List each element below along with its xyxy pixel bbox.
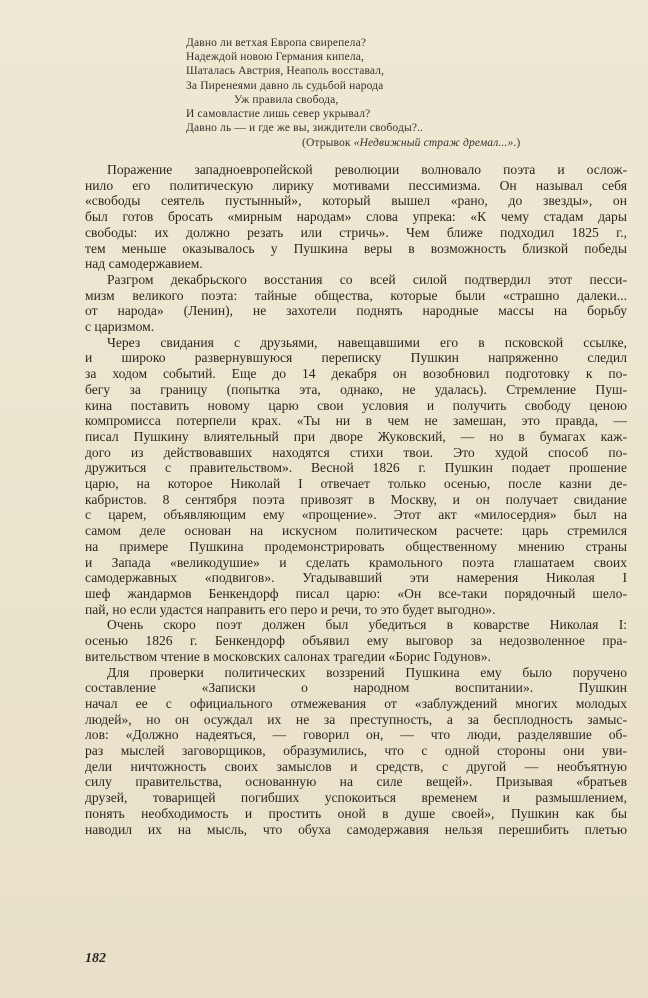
poem-source: [186, 136, 521, 150]
text-line: дружиться с правительством». Весной 1826 г. Пушкин подает прошение: [85, 460, 627, 476]
text-line: Очень скоро поэт должен был убедиться в коварстве Николая I:: [107, 617, 627, 633]
text-line: осенью 1826 г. Бенкендорф объявил ему выговор за недозволенное пра-: [85, 633, 627, 649]
text-line: раз мыслей заговорщиков, образумились, что с одной стороны они уви-: [85, 743, 627, 759]
text-line: вительством чтение в московских салонах трагедии «Борис Годунов».: [85, 648, 491, 664]
text-line: на примере Пушкина продемонстрировать общественному мнению страны: [85, 538, 627, 554]
text-line: мизм великого поэта: тайные общества, которые были «страшно далеки...: [85, 287, 627, 303]
text-line: писал Пушкину влиятельный при дворе Жуковский, — но в бумагах каж-: [85, 428, 627, 444]
body-text: [85, 162, 627, 837]
text-line: тем меньше оказывалось у Пушкина веры в возможность близкой победы: [85, 240, 627, 256]
text-line: дого из действовавших находятся стихи твои. Это худой способ по-: [85, 444, 627, 460]
text-line: самодержавных «подвигов». Угадывавший эти намерения Николая I: [85, 570, 627, 586]
text-line: шеф жандармов Бенкендорф писал царю: «Он все-таки порядочный шело-: [85, 585, 627, 601]
text-line: силу правительства, основанную на силе вещей». Призывая «братьев: [85, 774, 627, 790]
text-line: начал ее с официального отмежевания от «заблуждений многих молодых: [85, 695, 627, 711]
text-line: лов: «Должно надеяться, — говорил он, — что люди, разделявшие об-: [85, 727, 627, 743]
poem-line: За Пиренеями давно ль судьбой народа: [186, 79, 384, 92]
poem-epigraph: [186, 36, 521, 151]
text-line: бегу за границу (попытка эта, однако, не удалась). Стремление Пуш-: [85, 381, 627, 397]
text-line: за ходом событий. Еще до 14 декабря он возобновил подготовку к по-: [85, 366, 627, 382]
text-line: Для проверки политических воззрений Пушкина ему было поручено: [107, 664, 627, 680]
text-line: кабристов. 8 сентября поэта привозят в Москву, и он получает свидание: [85, 491, 627, 507]
poem-line: Давно ли ветхая Европа свирепела?: [186, 37, 367, 49]
text-line: компромисса потерпели крах. «Ты ни в чем не замешан, это правда, —: [85, 413, 627, 429]
text-line: свободы: их должно резать или стричь». Чем ближе подходил 1825 г.,: [85, 224, 627, 240]
poem-line: Уж правила свобода,: [234, 93, 339, 106]
poem-line: Давно ль — и где же вы, зиждители свободы?..: [186, 122, 424, 135]
poem-line: Надеждой новою Германия кипела,: [186, 51, 365, 64]
text-line: дели ничтожность своих замыслов и средств, с другой — необъятную: [85, 758, 627, 774]
text-line: составление «Записки о народном воспитании». Пушкин: [85, 680, 627, 696]
poem-line: И самовластие лишь север укрывал?: [186, 108, 371, 121]
text-line: царю, на которое Николай I отвечает только осенью, после казни де-: [85, 476, 627, 492]
text-line: от народа» (Ленин), не захотели поднять народные массы на борьбу: [85, 303, 627, 319]
text-line: с царем, объявляющим ему «прощение». Этот акт «милосердия» был на: [85, 507, 627, 523]
poem-line: Шаталась Австрия, Неаполь восставал,: [186, 65, 385, 78]
text-line: и широко развернувшуюся переписку Пушкин напряженно следил: [85, 350, 627, 366]
text-line: с царизмом.: [85, 319, 155, 335]
text-line: людей», но он осуждал их не за преступность, а за бесплодность замыс-: [85, 711, 627, 727]
text-line: и Запада «великодушие» и сделать крамольного поэта глашатаем своих: [85, 554, 627, 570]
text-line: Через свидания с друзьями, навещавшими его в псковской ссылке,: [107, 334, 627, 350]
poem-source-prefix: (Отрывок: [302, 137, 354, 150]
text-line: кина поставить новому царю свои условия и получить свободу ценою: [85, 397, 627, 413]
poem-source-title: «Недвижный страж дремал...»: [353, 137, 514, 150]
text-line: Разгром декабрьского восстания со всей силой подтвердил этот песси-: [107, 271, 627, 287]
text-line: понять необходимость и простить оной в душе своей», Пушкин как бы: [85, 805, 627, 821]
text-line: нило его политическую лирику мотивами пессимизма. Он называл себя: [85, 177, 627, 193]
text-line: наводил их на мысль, что обуха самодержавия нельзя перешибить плетью: [85, 821, 627, 837]
text-line: Поражение западноевропейской революции волновало поэта и ослож-: [107, 162, 627, 177]
text-line: «свободы сеятель пустынный», который вышел «рано, до звезды», он: [85, 193, 627, 209]
text-line: над самодержавием.: [85, 256, 203, 272]
poem-source-suffix: .): [513, 137, 521, 150]
text-line: был готов бросать «мирным народам» слова упрека: «К чему стадам дары: [85, 209, 627, 225]
text-line: самом деле основан на искусном политическом расчете: царь стремился: [85, 523, 627, 539]
text-line: пай, но если удастся направить его перо и речи, то это будет выгодно».: [85, 601, 496, 617]
text-line: друзей, товарищей погибших успокоиться временем и размышлением,: [85, 790, 627, 806]
page-number: 182: [85, 951, 106, 966]
